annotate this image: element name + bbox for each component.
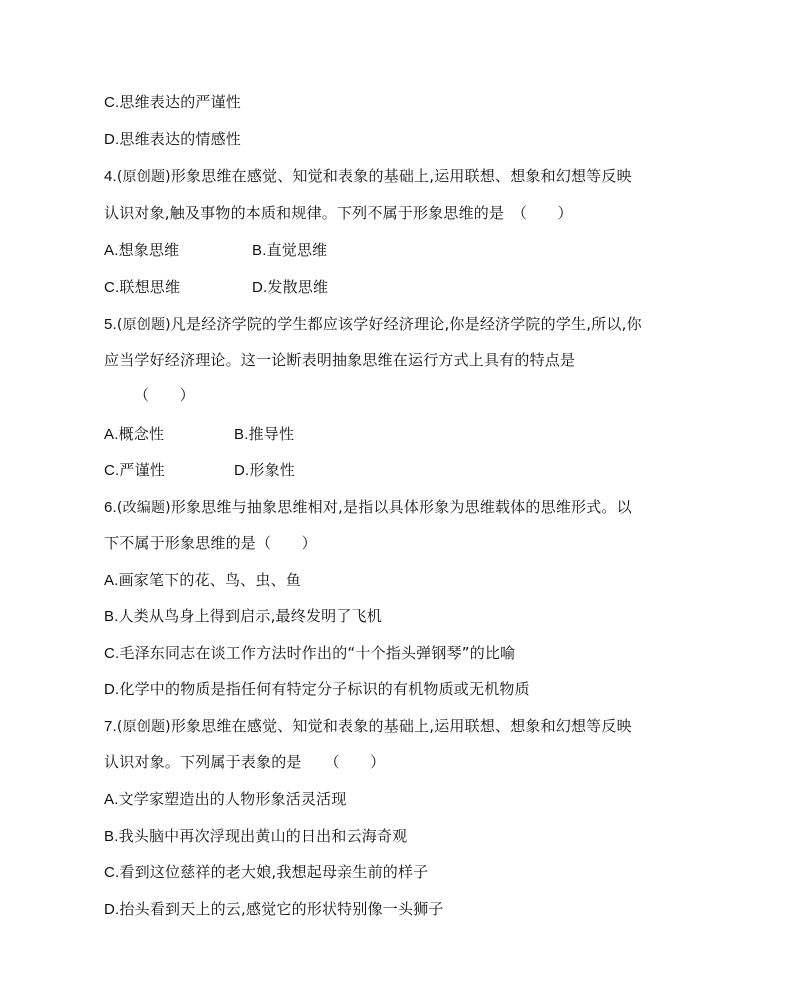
option-text: 发散思维: [267, 278, 329, 296]
q5-stem-line2: [104, 347, 575, 373]
q5-option-c: [104, 457, 165, 483]
question-tag: (原创题): [116, 719, 171, 735]
option-text: 文学家塑造出的人物形象活灵活现: [118, 790, 347, 808]
option-text: 推导性: [248, 425, 295, 443]
option-text: 化学中的物质是指任何有特定分子标识的有机物质或无机物质: [119, 680, 530, 698]
option-label: A.: [104, 426, 119, 443]
answer-blank: （ ）: [134, 386, 195, 404]
question-tag: (原创题): [116, 169, 171, 185]
option-text: 毛泽东同志在谈工作方法时作出的“十个指头弹钢琴”的比喻: [119, 644, 516, 662]
option-label: D.: [234, 462, 250, 479]
q4-option-d: [252, 274, 328, 300]
q7-stem-line2: [104, 749, 385, 775]
option-label: D.: [104, 681, 120, 698]
option-label: B.: [104, 828, 119, 845]
option-text: 思维表达的情感性: [119, 130, 242, 148]
q5-option-a: [104, 421, 164, 447]
option-label: A.: [104, 791, 119, 808]
q3-option-d: [104, 126, 241, 152]
q6-option-d: [104, 676, 530, 702]
option-text: 思维表达的严谨性: [119, 93, 242, 111]
option-text: 人类从鸟身上得到启示,最终发明了飞机: [118, 607, 382, 625]
question-number: 6.: [104, 499, 117, 516]
q7-option-c: [104, 859, 428, 885]
option-text: 概念性: [118, 425, 165, 443]
q4-stem-line1: [104, 163, 632, 189]
q5-option-b: [234, 421, 294, 447]
option-label: B.: [234, 426, 249, 443]
option-text: 我头脑中再次浮现出黄山的日出和云海奇观: [118, 827, 408, 845]
q4-option-a: [104, 237, 179, 263]
question-tag: (改编题): [116, 500, 171, 516]
q6-option-b: [104, 603, 382, 629]
q4-option-c: [104, 274, 180, 300]
question-text: 认识对象。下列属于表象的是 （ ）: [104, 753, 386, 771]
q7-option-b: [104, 823, 407, 849]
question-number: 5.: [104, 316, 117, 333]
q4-option-b: [252, 237, 327, 263]
question-text: 形象思维在感觉、知觉和表象的基础上,运用联想、想象和幻想等反映: [170, 167, 632, 185]
q5-answer-paren: [134, 382, 195, 408]
q6-option-a: [104, 567, 301, 593]
q6-option-c: [104, 640, 515, 666]
option-text: 形象性: [249, 461, 296, 479]
question-text: 认识对象,触及事物的本质和规律。下列不属于形象思维的是 （ ）: [104, 204, 573, 222]
q5-option-d: [234, 457, 295, 483]
question-text: 形象思维与抽象思维相对,是指以具体形象为思维载体的思维形式。以: [170, 498, 632, 516]
q6-stem-line2: [104, 530, 317, 556]
option-text: 联想思维: [119, 278, 181, 296]
q5-stem-line1: [104, 311, 642, 337]
option-text: 直觉思维: [266, 241, 328, 259]
option-label: A.: [104, 242, 119, 259]
question-text: 应当学好经济理论。这一论断表明抽象思维在运行方式上具有的特点是: [104, 351, 576, 369]
question-text: 凡是经济学院的学生都应该学好经济理论,你是经济学院的学生,所以,你: [170, 315, 642, 333]
q7-option-a: [104, 786, 347, 812]
question-tag: (原创题): [116, 317, 171, 333]
option-text: 看到这位慈祥的老大娘,我想起母亲生前的样子: [119, 863, 429, 881]
q6-stem-line1: [104, 494, 632, 520]
option-label: C.: [104, 645, 120, 662]
option-label: D.: [252, 279, 268, 296]
option-text: 想象思维: [118, 241, 180, 259]
question-number: 7.: [104, 718, 117, 735]
option-label: C.: [104, 94, 120, 111]
q4-stem-line2: [104, 200, 573, 226]
question-number: 4.: [104, 168, 117, 185]
q3-option-c: [104, 89, 241, 115]
option-label: D.: [104, 131, 120, 148]
option-label: A.: [104, 572, 119, 589]
option-label: B.: [104, 608, 119, 625]
option-label: C.: [104, 462, 120, 479]
option-label: C.: [104, 279, 120, 296]
option-label: C.: [104, 864, 120, 881]
q7-stem-line1: [104, 713, 632, 739]
option-text: 严谨性: [119, 461, 166, 479]
option-text: 抬头看到天上的云,感觉它的形状特别像一头狮子: [119, 900, 444, 918]
question-text: 形象思维在感觉、知觉和表象的基础上,运用联想、想象和幻想等反映: [170, 717, 632, 735]
option-text: 画家笔下的花、鸟、虫、鱼: [118, 571, 301, 589]
q7-option-d: [104, 896, 444, 922]
option-label: B.: [252, 242, 267, 259]
option-label: D.: [104, 901, 120, 918]
question-text: 下不属于形象思维的是（ ）: [104, 534, 317, 552]
